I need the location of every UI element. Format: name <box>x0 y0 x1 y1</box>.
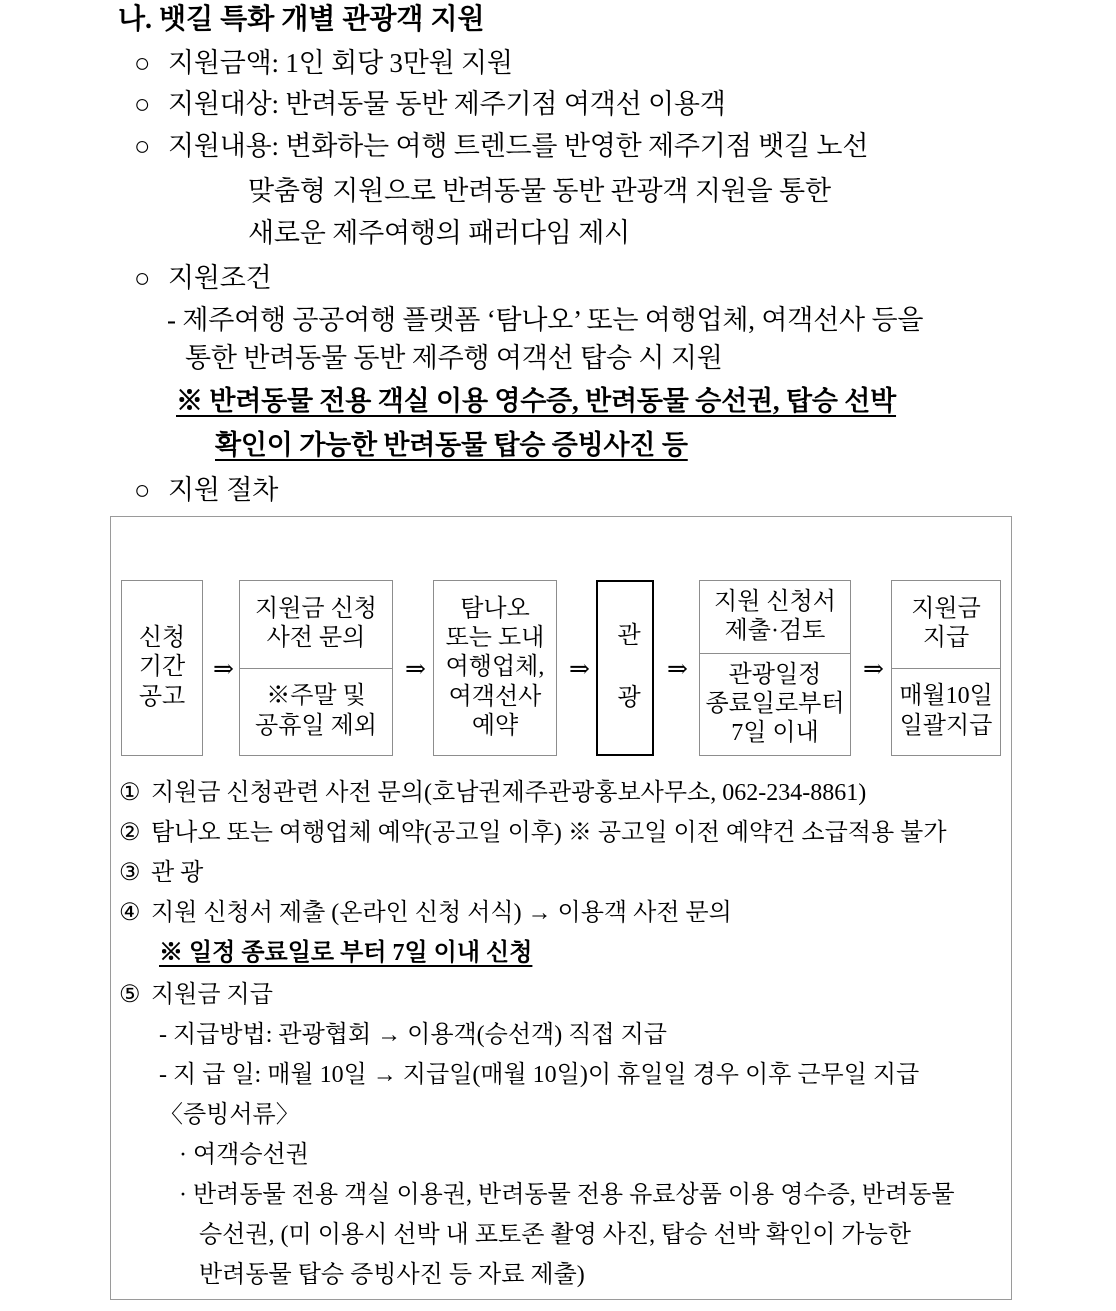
flow-step-inquiry-note <box>240 669 392 756</box>
flow-step-booking-body <box>434 581 556 755</box>
flow-text: 관 광 <box>612 622 639 714</box>
evidence-item-2: · 반려동물 전용 객실 이용권, 반려동물 전용 유료상품 이용 영수증, 반려동물 <box>179 1182 955 1208</box>
condition-line-2: 통한 반려동물 동반 제주행 여객선 탑승 시 지원 <box>185 343 723 373</box>
evidence-item-2-cont-1: 승선권, (미 이용시 선박 내 포토존 촬영 사진, 탑승 선박 확인이 가능한 <box>199 1222 911 1248</box>
flow-step-notice-body <box>122 581 202 755</box>
procedure-list-item-4 <box>119 901 732 925</box>
list-item-label: 지원금액: 1인 회당 3만원 지원 <box>168 48 513 78</box>
flow-text: 사전 문의 <box>266 625 366 652</box>
flow-text: 제출·검토 <box>724 617 826 644</box>
flow-step-booking <box>433 580 557 756</box>
list-item-label: 지원내용: 변화하는 여행 트렌드를 반영한 제주기점 뱃길 노선 <box>168 131 869 161</box>
flow-arrow-4: ⇒ <box>667 656 688 683</box>
list-item-procedure <box>134 477 278 504</box>
evidence-title: 〈증빙서류〉 <box>159 1102 300 1128</box>
ordinal-marker: ① <box>119 780 141 806</box>
list-item-label: 지원조건 <box>168 263 272 293</box>
flow-step-application-note <box>700 654 850 755</box>
flow-text: 공휴일 제외 <box>255 712 377 739</box>
procedure-list-item-label: 관 광 <box>151 860 204 886</box>
flow-text: 탐나오 <box>460 595 530 622</box>
ordinal-marker: ⑤ <box>119 982 141 1008</box>
page-title: 나. 뱃길 특화 개별 관광객 지원 <box>118 4 485 35</box>
flow-arrow-2: ⇒ <box>405 656 426 683</box>
bullet-icon: ○ <box>134 475 151 505</box>
procedure-list-item-label: 지원 신청서 제출 (온라인 신청 서식) → 이용객 사전 문의 <box>151 900 732 926</box>
flow-text: 지원금 신청 <box>255 595 377 622</box>
flow-step-payment <box>891 580 1001 756</box>
flow-text: 여객선사 <box>448 683 542 710</box>
bullet-icon: ○ <box>134 131 151 161</box>
procedure-list-item-label: 탐나오 또는 여행업체 예약(공고일 이후) ※ 공고일 이전 예약건 소급적용 불가 <box>151 820 947 846</box>
condition-line-1: - 제주여행 공공여행 플랫폼 ‘탐나오’ 또는 여행업체, 여객선사 등을 <box>167 305 924 335</box>
list-item-label: 지원 절차 <box>168 475 279 505</box>
list-item-support-target <box>134 91 726 118</box>
procedure-list-item-1 <box>119 781 866 805</box>
flow-text: 관광일정 <box>728 661 822 688</box>
bullet-icon: ○ <box>134 48 151 78</box>
flow-text: 기간 <box>138 654 186 681</box>
flow-step-application-title <box>700 581 850 654</box>
procedure-list-item-5 <box>119 983 273 1007</box>
payment-date-line: - 지 급 일: 매월 10일 → 지급일(매월 10일)이 휴일일 경우 이후 근무일 지급 <box>159 1062 920 1088</box>
list-item-support-amount <box>134 50 513 77</box>
condition-note-line-1: ※ 반려동물 전용 객실 이용 영수증, 반려동물 승선권, 탑승 선박 <box>176 386 897 416</box>
flow-step-inquiry-title <box>240 581 392 669</box>
flow-step-application <box>699 580 851 756</box>
list-item-label: 지원대상: 반려동물 동반 제주기점 여객선 이용객 <box>168 89 726 119</box>
flow-step-payment-title <box>892 581 1000 669</box>
list-item-support-content <box>134 133 868 160</box>
flow-text: 지급 <box>922 625 970 652</box>
ordinal-marker: ④ <box>119 900 141 926</box>
flow-text: 신청 <box>138 625 186 652</box>
procedure-list-item-2 <box>119 821 947 845</box>
ordinal-marker: ② <box>119 820 141 846</box>
support-content-line-3: 새로운 제주여행의 패러다임 제시 <box>248 218 630 248</box>
flow-text: 예약 <box>471 712 519 739</box>
procedure-list-item-3 <box>119 861 203 885</box>
flow-step-tour <box>596 580 654 756</box>
ordinal-marker: ③ <box>119 860 141 886</box>
flow-text: 일괄지급 <box>899 712 993 739</box>
evidence-item-2-cont-2: 반려동물 탑승 증빙사진 등 자료 제출) <box>199 1262 585 1288</box>
procedure-list-item-label: 지원금 지급 <box>151 982 273 1008</box>
flow-text: ※주말 및 <box>266 683 366 710</box>
procedure-list-item-label: 지원금 신청관련 사전 문의(호남권제주관광홍보사무소, 062-234-8861) <box>151 780 867 806</box>
flow-arrow-5: ⇒ <box>863 656 884 683</box>
condition-note-line-2: 확인이 가능한 반려동물 탑승 증빙사진 등 <box>215 430 688 460</box>
bullet-icon: ○ <box>134 89 151 119</box>
flow-text: 여행업체, <box>445 654 545 681</box>
payment-method-line: - 지급방법: 관광협회 → 이용객(승선객) 직접 지급 <box>159 1022 667 1048</box>
flow-text: 매월10일 <box>899 683 993 710</box>
flow-text: 또는 도내 <box>445 625 545 652</box>
flow-text: 지원금 <box>911 595 981 622</box>
evidence-item-1: · 여객승선권 <box>179 1142 309 1168</box>
flow-step-tour-body <box>598 582 652 754</box>
support-content-line-2: 맞춤형 지원으로 반려동물 동반 관광객 지원을 통한 <box>248 176 831 206</box>
procedure-container <box>110 516 1012 1300</box>
flow-step-notice <box>121 580 203 756</box>
flow-text: 종료일로부터 <box>705 690 845 717</box>
flow-step-inquiry <box>239 580 393 756</box>
flow-text: 지원 신청서 <box>714 588 836 615</box>
procedure-item-4-note: ※ 일정 종료일로 부터 7일 이내 신청 <box>159 940 533 966</box>
flow-arrow-1: ⇒ <box>213 656 234 683</box>
list-item-support-condition <box>134 265 272 292</box>
flow-arrow-3: ⇒ <box>569 656 590 683</box>
flow-text: 공고 <box>138 683 186 710</box>
flow-text: 7일 이내 <box>731 720 819 747</box>
bullet-icon: ○ <box>134 263 151 293</box>
flow-step-payment-note <box>892 669 1000 756</box>
